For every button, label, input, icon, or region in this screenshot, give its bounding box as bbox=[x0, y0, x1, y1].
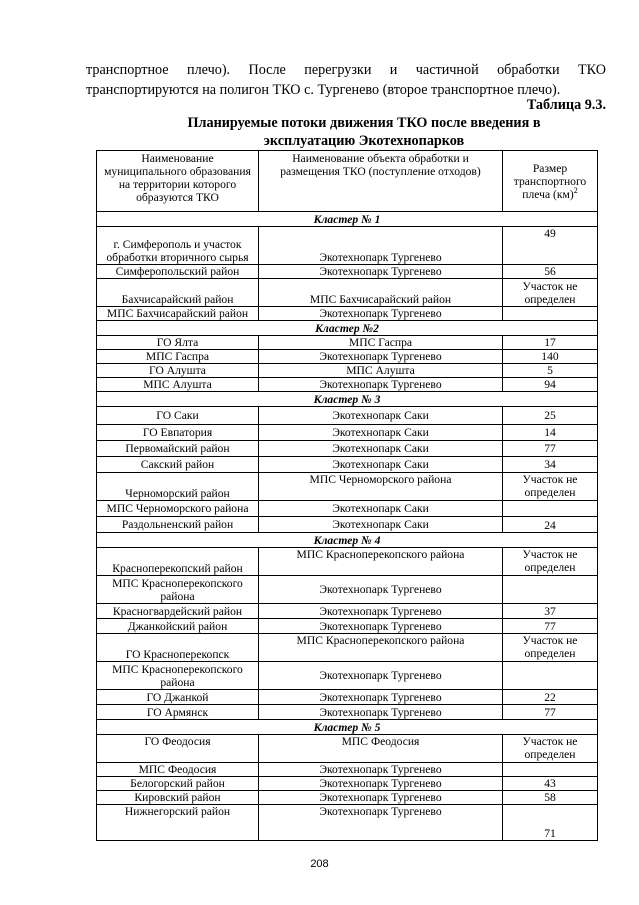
facility-cell: Экотехнопарк Саки bbox=[259, 425, 503, 441]
facility-cell: МПС Феодосия bbox=[259, 735, 503, 763]
page-number: 208 bbox=[310, 858, 329, 870]
municipality-cell: ГО Красноперекопск bbox=[97, 634, 259, 662]
table-row bbox=[97, 364, 598, 378]
distance-cell: Участок не определен bbox=[503, 473, 598, 501]
distance-cell: 77 bbox=[503, 619, 598, 634]
facility-cell: Экотехнопарк Тургенево bbox=[259, 662, 503, 690]
cluster-label: Кластер № 3 bbox=[97, 392, 598, 407]
municipality-cell: Первомайский район bbox=[97, 441, 259, 457]
header-facility: Наименование объекта обработки и размещения ТКО (поступление отходов) bbox=[259, 151, 503, 212]
table-label: Таблица 9.3. bbox=[526, 97, 606, 113]
municipality-cell: ГО Феодосия bbox=[97, 735, 259, 763]
municipality-cell: МПС Бахчисарайский район bbox=[97, 307, 259, 321]
distance-cell: 17 bbox=[503, 336, 598, 350]
table-row bbox=[97, 407, 598, 425]
distance-cell bbox=[503, 501, 598, 517]
distance-cell: 14 bbox=[503, 425, 598, 441]
header-distance-text: Размер транспортного плеча (км) bbox=[513, 162, 587, 201]
intro-line-2: транспортируются на полигон ТКО с. Тургенево (второе транспортное плечо). bbox=[86, 82, 561, 98]
facility-cell: Экотехнопарк Тургенево bbox=[259, 350, 503, 364]
facility-cell: МПС Бахчисарайский район bbox=[259, 279, 503, 307]
cluster-row bbox=[97, 321, 598, 336]
table-row bbox=[97, 441, 598, 457]
facility-cell: Экотехнопарк Тургенево bbox=[259, 576, 503, 604]
municipality-cell: Сакский район bbox=[97, 457, 259, 473]
intro-line-1: транспортное плечо). После перегрузки и частичной обработки ТКО bbox=[86, 62, 606, 78]
distance-cell: 140 bbox=[503, 350, 598, 364]
table-row bbox=[97, 604, 598, 619]
municipality-cell: ГО Джанкой bbox=[97, 690, 259, 705]
municipality-cell: ГО Алушта bbox=[97, 364, 259, 378]
facility-cell: Экотехнопарк Саки bbox=[259, 407, 503, 425]
municipality-cell: Бахчисарайский район bbox=[97, 279, 259, 307]
municipality-cell: г. Симферополь и участок обработки вторичного сырья bbox=[97, 227, 259, 265]
cluster-row bbox=[97, 720, 598, 735]
table-row bbox=[97, 662, 598, 690]
cluster-row bbox=[97, 212, 598, 227]
municipality-cell: МПС Черноморского района bbox=[97, 501, 259, 517]
facility-cell: Экотехнопарк Тургенево bbox=[259, 619, 503, 634]
facility-cell: Экотехнопарк Тургенево bbox=[259, 378, 503, 392]
cluster-label: Кластер № 5 bbox=[97, 720, 598, 735]
cluster-label: Кластер №2 bbox=[97, 321, 598, 336]
facility-cell: Экотехнопарк Саки bbox=[259, 517, 503, 533]
facility-cell: МПС Гаспра bbox=[259, 336, 503, 350]
table-row bbox=[97, 336, 598, 350]
distance-cell: 37 bbox=[503, 604, 598, 619]
header-municipality: Наименование муниципального образования на территории которого образуются ТКО bbox=[97, 151, 259, 212]
municipality-cell: Черноморский район bbox=[97, 473, 259, 501]
table-row bbox=[97, 690, 598, 705]
facility-cell: Экотехнопарк Тургенево bbox=[259, 604, 503, 619]
table-row bbox=[97, 777, 598, 791]
table-row bbox=[97, 576, 598, 604]
waste-flow-table bbox=[96, 150, 598, 841]
table-row bbox=[97, 350, 598, 364]
cluster-row bbox=[97, 533, 598, 548]
table-row bbox=[97, 501, 598, 517]
distance-cell: 34 bbox=[503, 457, 598, 473]
municipality-cell: Белогорский район bbox=[97, 777, 259, 791]
municipality-cell: ГО Армянск bbox=[97, 705, 259, 720]
municipality-cell: Раздольненский район bbox=[97, 517, 259, 533]
table-row bbox=[97, 473, 598, 501]
distance-cell: Участок не определен bbox=[503, 634, 598, 662]
facility-cell: МПС Красноперекопского района bbox=[259, 548, 503, 576]
header-distance-sup: 2 bbox=[573, 186, 578, 196]
municipality-cell: МПС Феодосия bbox=[97, 763, 259, 777]
distance-cell: 43 bbox=[503, 777, 598, 791]
table-row bbox=[97, 763, 598, 777]
distance-cell bbox=[503, 307, 598, 321]
distance-cell: Участок не определен bbox=[503, 279, 598, 307]
municipality-cell: Симферопольский район bbox=[97, 265, 259, 279]
table-row bbox=[97, 735, 598, 763]
table-row bbox=[97, 805, 598, 841]
table-title-line-1: Планируемые потоки движения ТКО после введения в bbox=[187, 115, 541, 131]
municipality-cell: МПС Алушта bbox=[97, 378, 259, 392]
distance-cell: 58 bbox=[503, 791, 598, 805]
municipality-cell: ГО Саки bbox=[97, 407, 259, 425]
table-row bbox=[97, 265, 598, 279]
municipality-cell: Нижнегорский район bbox=[97, 805, 259, 841]
distance-cell: 49 bbox=[503, 227, 598, 265]
municipality-cell: ГО Евпатория bbox=[97, 425, 259, 441]
facility-cell: МПС Алушта bbox=[259, 364, 503, 378]
table-row bbox=[97, 517, 598, 533]
table-title-line-2: эксплуатацию Экотехнопарков bbox=[263, 133, 465, 149]
facility-cell: Экотехнопарк Тургенево bbox=[259, 791, 503, 805]
table-body bbox=[97, 212, 598, 841]
distance-cell: 77 bbox=[503, 441, 598, 457]
table-row bbox=[97, 548, 598, 576]
table-row bbox=[97, 425, 598, 441]
facility-cell: Экотехнопарк Тургенево bbox=[259, 227, 503, 265]
table-row bbox=[97, 378, 598, 392]
facility-cell: Экотехнопарк Саки bbox=[259, 501, 503, 517]
facility-cell: Экотехнопарк Тургенево bbox=[259, 763, 503, 777]
distance-cell: 24 bbox=[503, 517, 598, 533]
distance-cell: 56 bbox=[503, 265, 598, 279]
facility-cell: Экотехнопарк Саки bbox=[259, 441, 503, 457]
cluster-row bbox=[97, 392, 598, 407]
distance-cell: 22 bbox=[503, 690, 598, 705]
facility-cell: Экотехнопарк Тургенево bbox=[259, 690, 503, 705]
distance-cell: 25 bbox=[503, 407, 598, 425]
distance-cell bbox=[503, 763, 598, 777]
table-header-row bbox=[97, 151, 598, 212]
distance-cell: Участок не определен bbox=[503, 548, 598, 576]
facility-cell: Экотехнопарк Саки bbox=[259, 457, 503, 473]
table-row bbox=[97, 227, 598, 265]
table-row bbox=[97, 791, 598, 805]
municipality-cell: Кировский район bbox=[97, 791, 259, 805]
municipality-cell: Красногвардейский район bbox=[97, 604, 259, 619]
distance-cell: Участок не определен bbox=[503, 735, 598, 763]
distance-cell: 77 bbox=[503, 705, 598, 720]
facility-cell: Экотехнопарк Тургенево bbox=[259, 265, 503, 279]
municipality-cell: МПС Красноперекопского района bbox=[97, 576, 259, 604]
cluster-label: Кластер № 4 bbox=[97, 533, 598, 548]
table-row bbox=[97, 457, 598, 473]
municipality-cell: МПС Красноперекопского района bbox=[97, 662, 259, 690]
municipality-cell: Джанкойский район bbox=[97, 619, 259, 634]
facility-cell: Экотехнопарк Тургенево bbox=[259, 805, 503, 841]
municipality-cell: ГО Ялта bbox=[97, 336, 259, 350]
table-row bbox=[97, 619, 598, 634]
header-distance bbox=[503, 151, 598, 212]
table-row bbox=[97, 279, 598, 307]
facility-cell: МПС Черноморского района bbox=[259, 473, 503, 501]
distance-cell bbox=[503, 576, 598, 604]
facility-cell: Экотехнопарк Тургенево bbox=[259, 705, 503, 720]
municipality-cell: МПС Гаспра bbox=[97, 350, 259, 364]
intro-paragraph bbox=[86, 60, 606, 100]
municipality-cell: Красноперекопский район bbox=[97, 548, 259, 576]
distance-cell: 71 bbox=[503, 805, 598, 841]
table-row bbox=[97, 705, 598, 720]
distance-cell: 5 bbox=[503, 364, 598, 378]
table-row bbox=[97, 634, 598, 662]
table-title bbox=[150, 114, 578, 150]
facility-cell: Экотехнопарк Тургенево bbox=[259, 777, 503, 791]
facility-cell: Экотехнопарк Тургенево bbox=[259, 307, 503, 321]
facility-cell: МПС Красноперекопского района bbox=[259, 634, 503, 662]
distance-cell bbox=[503, 662, 598, 690]
cluster-label: Кластер № 1 bbox=[97, 212, 598, 227]
distance-cell: 94 bbox=[503, 378, 598, 392]
table-row bbox=[97, 307, 598, 321]
